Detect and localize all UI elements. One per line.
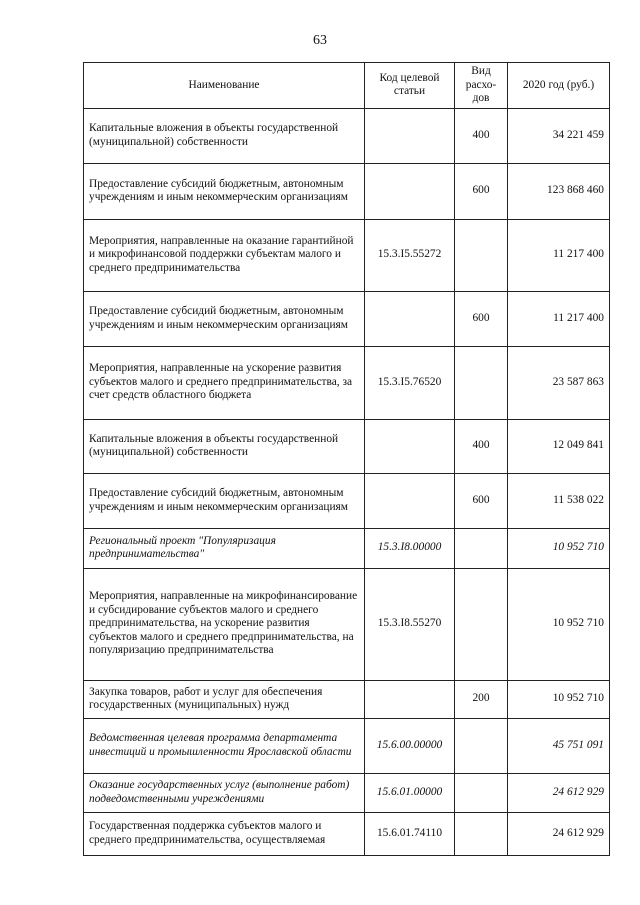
cell-amount: 34 221 459 bbox=[508, 108, 610, 163]
cell-amount: 11 217 400 bbox=[508, 219, 610, 291]
cell-code bbox=[365, 291, 455, 346]
cell-name: Мероприятия, направленные на ускорение развития субъектов малого и среднего предпринимательства, за счет средств областного бюджета bbox=[84, 346, 365, 419]
cell-type bbox=[455, 528, 508, 568]
cell-code: 15.3.I5.55272 bbox=[365, 219, 455, 291]
table-row bbox=[84, 108, 610, 163]
table-row bbox=[84, 346, 610, 419]
cell-type bbox=[455, 346, 508, 419]
cell-type: 400 bbox=[455, 108, 508, 163]
cell-code: 15.3.I5.76520 bbox=[365, 346, 455, 419]
header-type: Вид расхо-дов bbox=[455, 63, 508, 109]
table-row bbox=[84, 219, 610, 291]
budget-table bbox=[83, 62, 610, 856]
cell-amount: 10 952 710 bbox=[508, 528, 610, 568]
cell-name: Капитальные вложения в объекты государственной (муниципальной) собственности bbox=[84, 108, 365, 163]
cell-type bbox=[455, 219, 508, 291]
table-row bbox=[84, 773, 610, 812]
cell-code bbox=[365, 108, 455, 163]
cell-code bbox=[365, 419, 455, 473]
cell-amount: 123 868 460 bbox=[508, 163, 610, 219]
cell-code: 15.6.01.74110 bbox=[365, 812, 455, 855]
page-number: 63 bbox=[313, 33, 327, 48]
cell-amount: 12 049 841 bbox=[508, 419, 610, 473]
cell-name: Государственная поддержка субъектов малого и среднего предпринимательства, осуществляемая bbox=[84, 812, 365, 855]
cell-amount: 24 612 929 bbox=[508, 773, 610, 812]
cell-code: 15.3.I8.00000 bbox=[365, 528, 455, 568]
cell-amount: 45 751 091 bbox=[508, 718, 610, 773]
cell-type bbox=[455, 718, 508, 773]
cell-code: 15.3.I8.55270 bbox=[365, 568, 455, 680]
cell-type: 600 bbox=[455, 473, 508, 528]
cell-type: 200 bbox=[455, 680, 508, 718]
cell-code bbox=[365, 473, 455, 528]
cell-name: Предоставление субсидий бюджетным, автономным учреждениям и иным некоммерческим организациям bbox=[84, 163, 365, 219]
table-row bbox=[84, 291, 610, 346]
table-row bbox=[84, 680, 610, 718]
cell-name: Мероприятия, направленные на микрофинансирование и субсидирование субъектов малого и среднего предпринимательства, на ускорение развития субъектов малого и среднего предпринимательства, на популяризацию предпринимательства bbox=[84, 568, 365, 680]
cell-amount: 23 587 863 bbox=[508, 346, 610, 419]
table-row bbox=[84, 568, 610, 680]
table-row bbox=[84, 419, 610, 473]
table-row bbox=[84, 473, 610, 528]
cell-name: Ведомственная целевая программа департамента инвестиций и промышленности Ярославской области bbox=[84, 718, 365, 773]
cell-type bbox=[455, 812, 508, 855]
cell-amount: 11 538 022 bbox=[508, 473, 610, 528]
cell-name: Мероприятия, направленные на оказание гарантийной и микрофинансовой поддержки субъектам малого и среднего предпринимательства bbox=[84, 219, 365, 291]
cell-amount: 24 612 929 bbox=[508, 812, 610, 855]
cell-type bbox=[455, 568, 508, 680]
cell-name: Предоставление субсидий бюджетным, автономным учреждениям и иным некоммерческим организациям bbox=[84, 473, 365, 528]
cell-name: Предоставление субсидий бюджетным, автономным учреждениям и иным некоммерческим организациям bbox=[84, 291, 365, 346]
cell-name: Оказание государственных услуг (выполнение работ) подведомственными учреждениями bbox=[84, 773, 365, 812]
cell-amount: 10 952 710 bbox=[508, 568, 610, 680]
cell-name: Закупка товаров, работ и услуг для обеспечения государственных (муниципальных) нужд bbox=[84, 680, 365, 718]
table-row bbox=[84, 528, 610, 568]
cell-type: 400 bbox=[455, 419, 508, 473]
table-header-row bbox=[84, 63, 610, 109]
cell-code: 15.6.01.00000 bbox=[365, 773, 455, 812]
cell-type: 600 bbox=[455, 291, 508, 346]
cell-amount: 11 217 400 bbox=[508, 291, 610, 346]
cell-type: 600 bbox=[455, 163, 508, 219]
cell-code: 15.6.00.00000 bbox=[365, 718, 455, 773]
cell-type bbox=[455, 773, 508, 812]
cell-name: Капитальные вложения в объекты государственной (муниципальной) собственности bbox=[84, 419, 365, 473]
table-body bbox=[84, 108, 610, 855]
table-row bbox=[84, 718, 610, 773]
table-row bbox=[84, 812, 610, 855]
cell-code bbox=[365, 680, 455, 718]
cell-name: Региональный проект "Популяризация предпринимательства" bbox=[84, 528, 365, 568]
header-amount: 2020 год (руб.) bbox=[508, 63, 610, 109]
header-name: Наименование bbox=[84, 63, 365, 109]
header-code: Код целевой статьи bbox=[365, 63, 455, 109]
table-row bbox=[84, 163, 610, 219]
cell-code bbox=[365, 163, 455, 219]
cell-amount: 10 952 710 bbox=[508, 680, 610, 718]
